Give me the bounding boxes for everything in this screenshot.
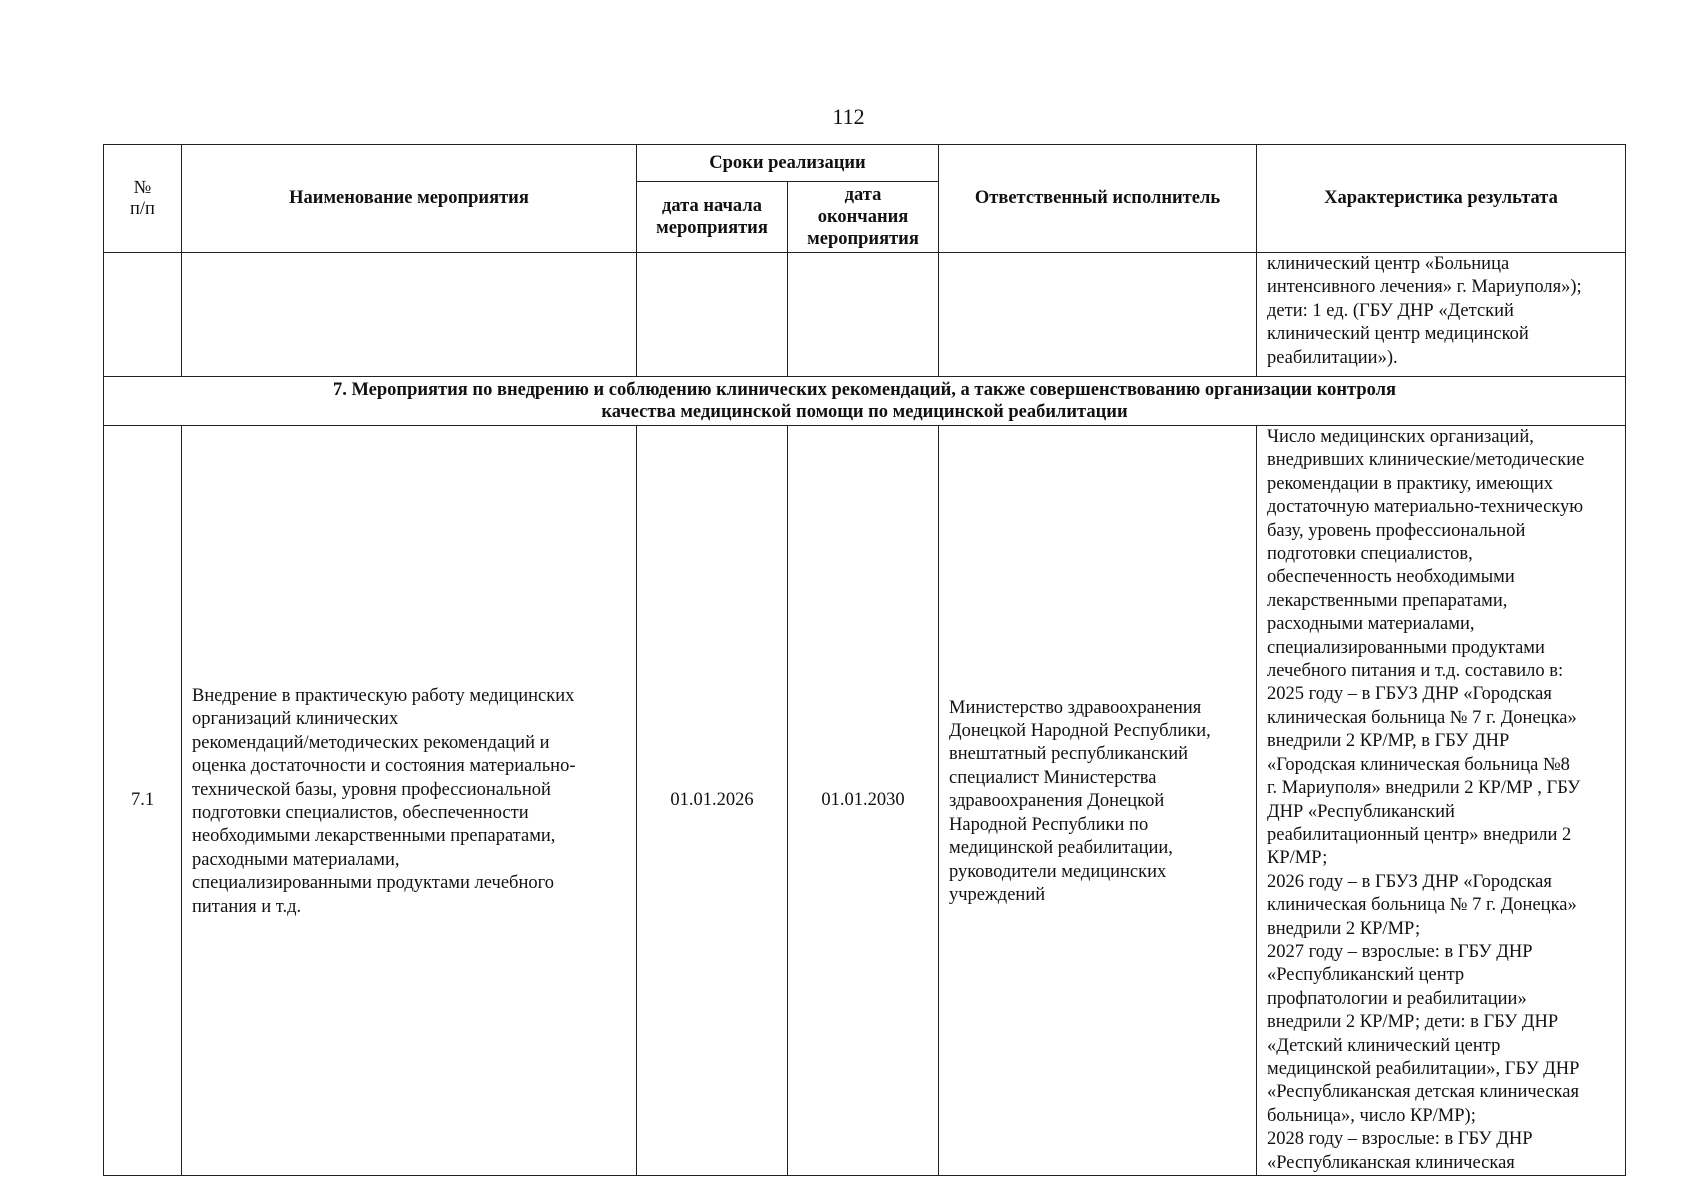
header-end-date: дата окончания мероприятия xyxy=(788,182,939,253)
header-result: Характеристика результата xyxy=(1257,145,1626,253)
cell-executor: Министерство здравоохранения Донецкой Народной Республики, внештатный республиканский специалист Министерства здравоохранения Донецкой Народной Республики по медицинской реабилитации, руководители медицинских учреждений xyxy=(939,426,1257,1176)
header-start-date: дата начала мероприятия xyxy=(637,182,788,253)
cell-number: 7.1 xyxy=(104,426,182,1176)
page-number: 112 xyxy=(832,104,865,129)
cell-result: клинический центр «Больница интенсивного лечения» г. Мариуполя»); дети: 1 ед. (ГБУ ДНР «Детский клинический центр медицинской реабилитации»). xyxy=(1257,253,1626,377)
cell-end-date xyxy=(788,253,939,377)
cell-result: Число медицинских организаций, внедривших клинические/методические рекомендации в практику, имеющих достаточную материально-техническую базу, уровень профессиональной подготовки специалистов, обеспеченность необходимыми лекарственными препаратами, расходными материалами, специализированными продуктами лечебного питания и т.д. составило в: 2025 году – в ГБУЗ ДНР «Городская клиническая больница № 7 г. Донецка» внедрили 2 КР/МР, в ГБУ ДНР «Городская клиническая больница №8 г. Мариуполя» внедрили 2 КР/МР , ГБУ ДНР «Республиканский реабилитационный центр» внедрили 2 КР/МР; 2026 году – в ГБУЗ ДНР «Городская клиническая больница № 7 г. Донецка» внедрили 2 КР/МР; 2027 году – взрослые: в ГБУ ДНР «Республиканский центр профпатологии и реабилитации» внедрили 2 КР/МР; дети: в ГБУ ДНР «Детский клинический центр медицинской реабилитации», ГБУ ДНР «Республиканская детская клиническая больница», число КР/МР); 2028 году – взрослые: в ГБУ ДНР «Республиканская клиническая xyxy=(1257,426,1626,1176)
header-executor: Ответственный исполнитель xyxy=(939,145,1257,253)
cell-name: Внедрение в практическую работу медицинских организаций клинических рекомендаций/методических рекомендаций и оценка достаточности и состояния материально- технической базы, уровня профессиональной подготовки специалистов, обеспеченности необходимыми лекарственными препаратами, расходными материалами, специализированными продуктами лечебного питания и т.д. xyxy=(182,426,637,1176)
measures-table xyxy=(103,144,1626,1176)
cell-name xyxy=(182,253,637,377)
table-row-continuation xyxy=(104,253,1626,377)
table-row xyxy=(104,426,1626,1176)
cell-number xyxy=(104,253,182,377)
header-name: Наименование мероприятия xyxy=(182,145,637,253)
header-number: № п/п xyxy=(104,145,182,253)
header-terms: Сроки реализации xyxy=(637,145,939,182)
cell-start-date xyxy=(637,253,788,377)
cell-start-date: 01.01.2026 xyxy=(637,426,788,1176)
section-title: 7. Мероприятия по внедрению и соблюдению клинических рекомендаций, а также совершенствованию организации контроля качества медицинской помощи по медицинской реабилитации xyxy=(104,377,1626,426)
cell-executor xyxy=(939,253,1257,377)
section-row xyxy=(104,377,1626,426)
cell-end-date: 01.01.2030 xyxy=(788,426,939,1176)
